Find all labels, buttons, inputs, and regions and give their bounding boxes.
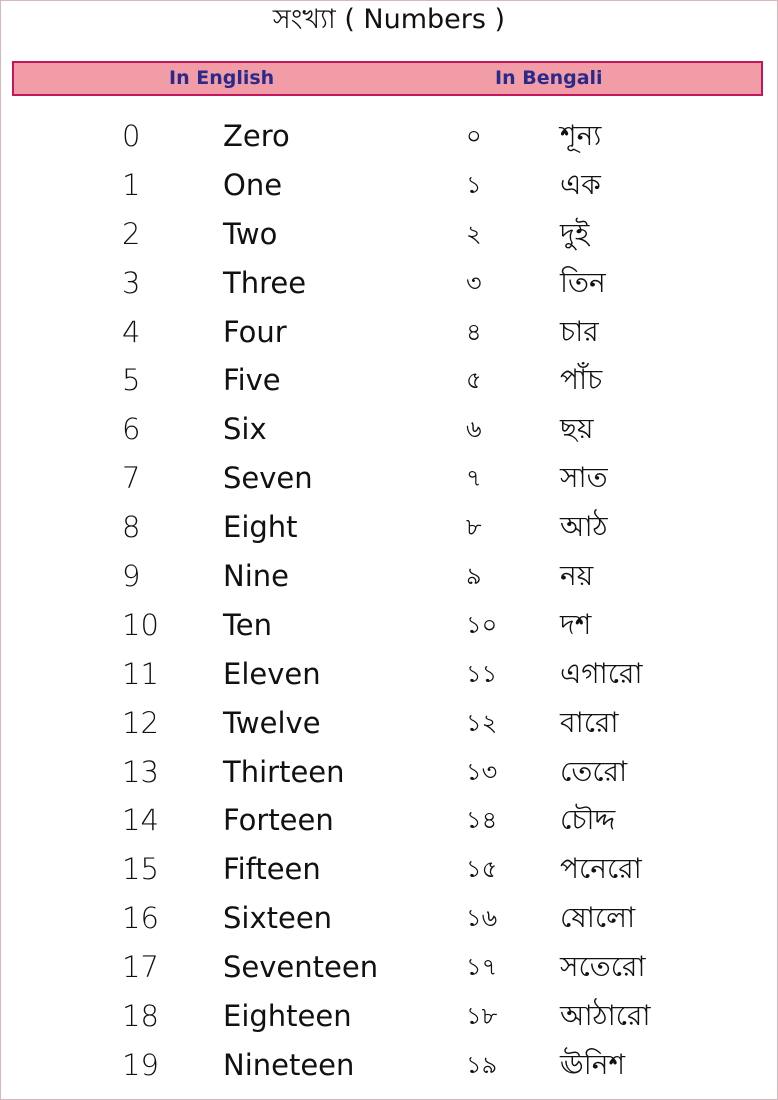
english-word: Five xyxy=(223,363,281,398)
page-title: সংখ্যা ( Numbers ) xyxy=(272,4,506,35)
bengali-numeral: ৫ xyxy=(466,366,482,395)
english-numeral: 8 xyxy=(122,510,141,545)
bengali-numeral: ৭ xyxy=(466,464,482,493)
bengali-word: তেরো xyxy=(560,754,628,788)
english-word: Six xyxy=(223,412,267,447)
bengali-numeral: ৩ xyxy=(466,268,482,297)
table-row xyxy=(0,161,778,210)
english-word: Fifteen xyxy=(223,852,321,887)
english-numeral: 12 xyxy=(122,705,159,740)
table-row xyxy=(0,796,778,845)
bengali-word: নয় xyxy=(560,559,594,593)
table-row xyxy=(0,405,778,454)
bengali-word: ষোলো xyxy=(560,901,636,935)
bengali-word: আঠ xyxy=(560,510,608,544)
bengali-numeral: ৬ xyxy=(466,415,482,444)
english-numeral: 9 xyxy=(122,559,141,594)
english-word: Seventeen xyxy=(223,950,379,985)
bengali-word: দুই xyxy=(560,216,590,250)
english-word: One xyxy=(223,167,283,202)
bengali-word: শূন্য xyxy=(560,119,602,152)
english-numeral: 16 xyxy=(122,901,159,936)
bengali-word: তিন xyxy=(560,265,606,299)
english-numeral: 1 xyxy=(122,167,141,202)
bengali-word: বারো xyxy=(560,705,619,739)
bengali-word: সতেরো xyxy=(560,950,646,984)
english-numeral: 13 xyxy=(122,754,159,789)
bengali-word: চৌদ্দ xyxy=(560,803,616,837)
bengali-word: এক xyxy=(560,167,601,201)
english-numeral: 14 xyxy=(122,803,159,838)
english-numeral: 11 xyxy=(122,656,159,691)
table-row xyxy=(0,1041,778,1090)
column-header-bar xyxy=(12,61,763,96)
english-word: Thirteen xyxy=(223,754,345,789)
english-numeral: 3 xyxy=(122,265,141,300)
table-row xyxy=(0,259,778,308)
table-row xyxy=(0,112,778,161)
table-row xyxy=(0,943,778,992)
english-numeral: 15 xyxy=(122,852,159,887)
bengali-numeral: ০ xyxy=(466,122,482,150)
english-word: Three xyxy=(223,265,307,300)
english-numeral: 0 xyxy=(122,119,141,153)
table-row xyxy=(0,503,778,552)
bengali-word: ঊনিশ xyxy=(560,1047,626,1081)
english-word: Zero xyxy=(223,119,290,153)
bengali-numeral: ১৭ xyxy=(466,953,498,982)
english-word: Eight xyxy=(223,510,298,545)
bengali-word: পাঁচ xyxy=(560,363,603,397)
english-numeral: 17 xyxy=(122,950,159,985)
english-numeral: 4 xyxy=(122,314,141,349)
english-numeral: 6 xyxy=(122,412,141,447)
bengali-word: পনেরো xyxy=(560,852,642,886)
bengali-numeral: ১৩ xyxy=(466,757,498,786)
english-word: Sixteen xyxy=(223,901,333,936)
bengali-numeral: ১১ xyxy=(466,659,498,688)
table-row xyxy=(0,992,778,1041)
bengali-word: দশ xyxy=(560,607,592,641)
english-numeral: 5 xyxy=(122,363,141,398)
english-word: Twelve xyxy=(223,705,321,740)
english-word: Nine xyxy=(223,559,289,594)
english-numeral: 7 xyxy=(122,461,141,496)
bengali-word: এগারো xyxy=(560,656,643,690)
english-numeral: 19 xyxy=(122,1047,159,1082)
bengali-numeral: ৯ xyxy=(466,562,482,591)
table-row xyxy=(0,699,778,748)
bengali-word: আঠারো xyxy=(560,999,651,1033)
table-row xyxy=(0,650,778,699)
bengali-numeral: ১৬ xyxy=(466,904,498,933)
table-row xyxy=(0,601,778,650)
bengali-numeral: ১৮ xyxy=(466,1002,498,1031)
english-word: Four xyxy=(223,314,287,349)
table-row xyxy=(0,748,778,797)
table-row xyxy=(0,454,778,503)
table-row xyxy=(0,308,778,357)
bengali-numeral: ৪ xyxy=(466,317,482,346)
table-row xyxy=(0,210,778,259)
english-numeral: 18 xyxy=(122,999,159,1034)
bengali-numeral: ১৫ xyxy=(466,855,498,884)
english-word: Two xyxy=(223,216,278,251)
bengali-word: সাত xyxy=(560,461,608,495)
bengali-numeral: ১২ xyxy=(466,708,498,737)
bengali-word: চার xyxy=(560,314,599,348)
bengali-numeral: ১ xyxy=(466,170,482,199)
english-word: Eleven xyxy=(223,656,321,691)
header-english: In English xyxy=(169,67,275,89)
english-numeral: 2 xyxy=(122,216,141,251)
table-row xyxy=(0,845,778,894)
bengali-numeral: ১০ xyxy=(466,610,498,639)
english-word: Ten xyxy=(223,607,273,642)
bengali-word: ছয় xyxy=(560,412,594,446)
bengali-numeral: ১৯ xyxy=(466,1050,498,1079)
english-word: Nineteen xyxy=(223,1047,355,1082)
header-bengali: In Bengali xyxy=(495,67,603,89)
table-row xyxy=(0,552,778,601)
bengali-numeral: ১৪ xyxy=(466,806,498,835)
table-row xyxy=(0,894,778,943)
table-row xyxy=(0,356,778,405)
numbers-table xyxy=(0,112,778,1090)
english-numeral: 10 xyxy=(122,607,159,642)
bengali-numeral: ৮ xyxy=(466,513,482,542)
english-word: Seven xyxy=(223,461,313,496)
bengali-numeral: ২ xyxy=(466,219,482,248)
english-word: Eighteen xyxy=(223,999,352,1034)
english-word: Forteen xyxy=(223,803,334,838)
